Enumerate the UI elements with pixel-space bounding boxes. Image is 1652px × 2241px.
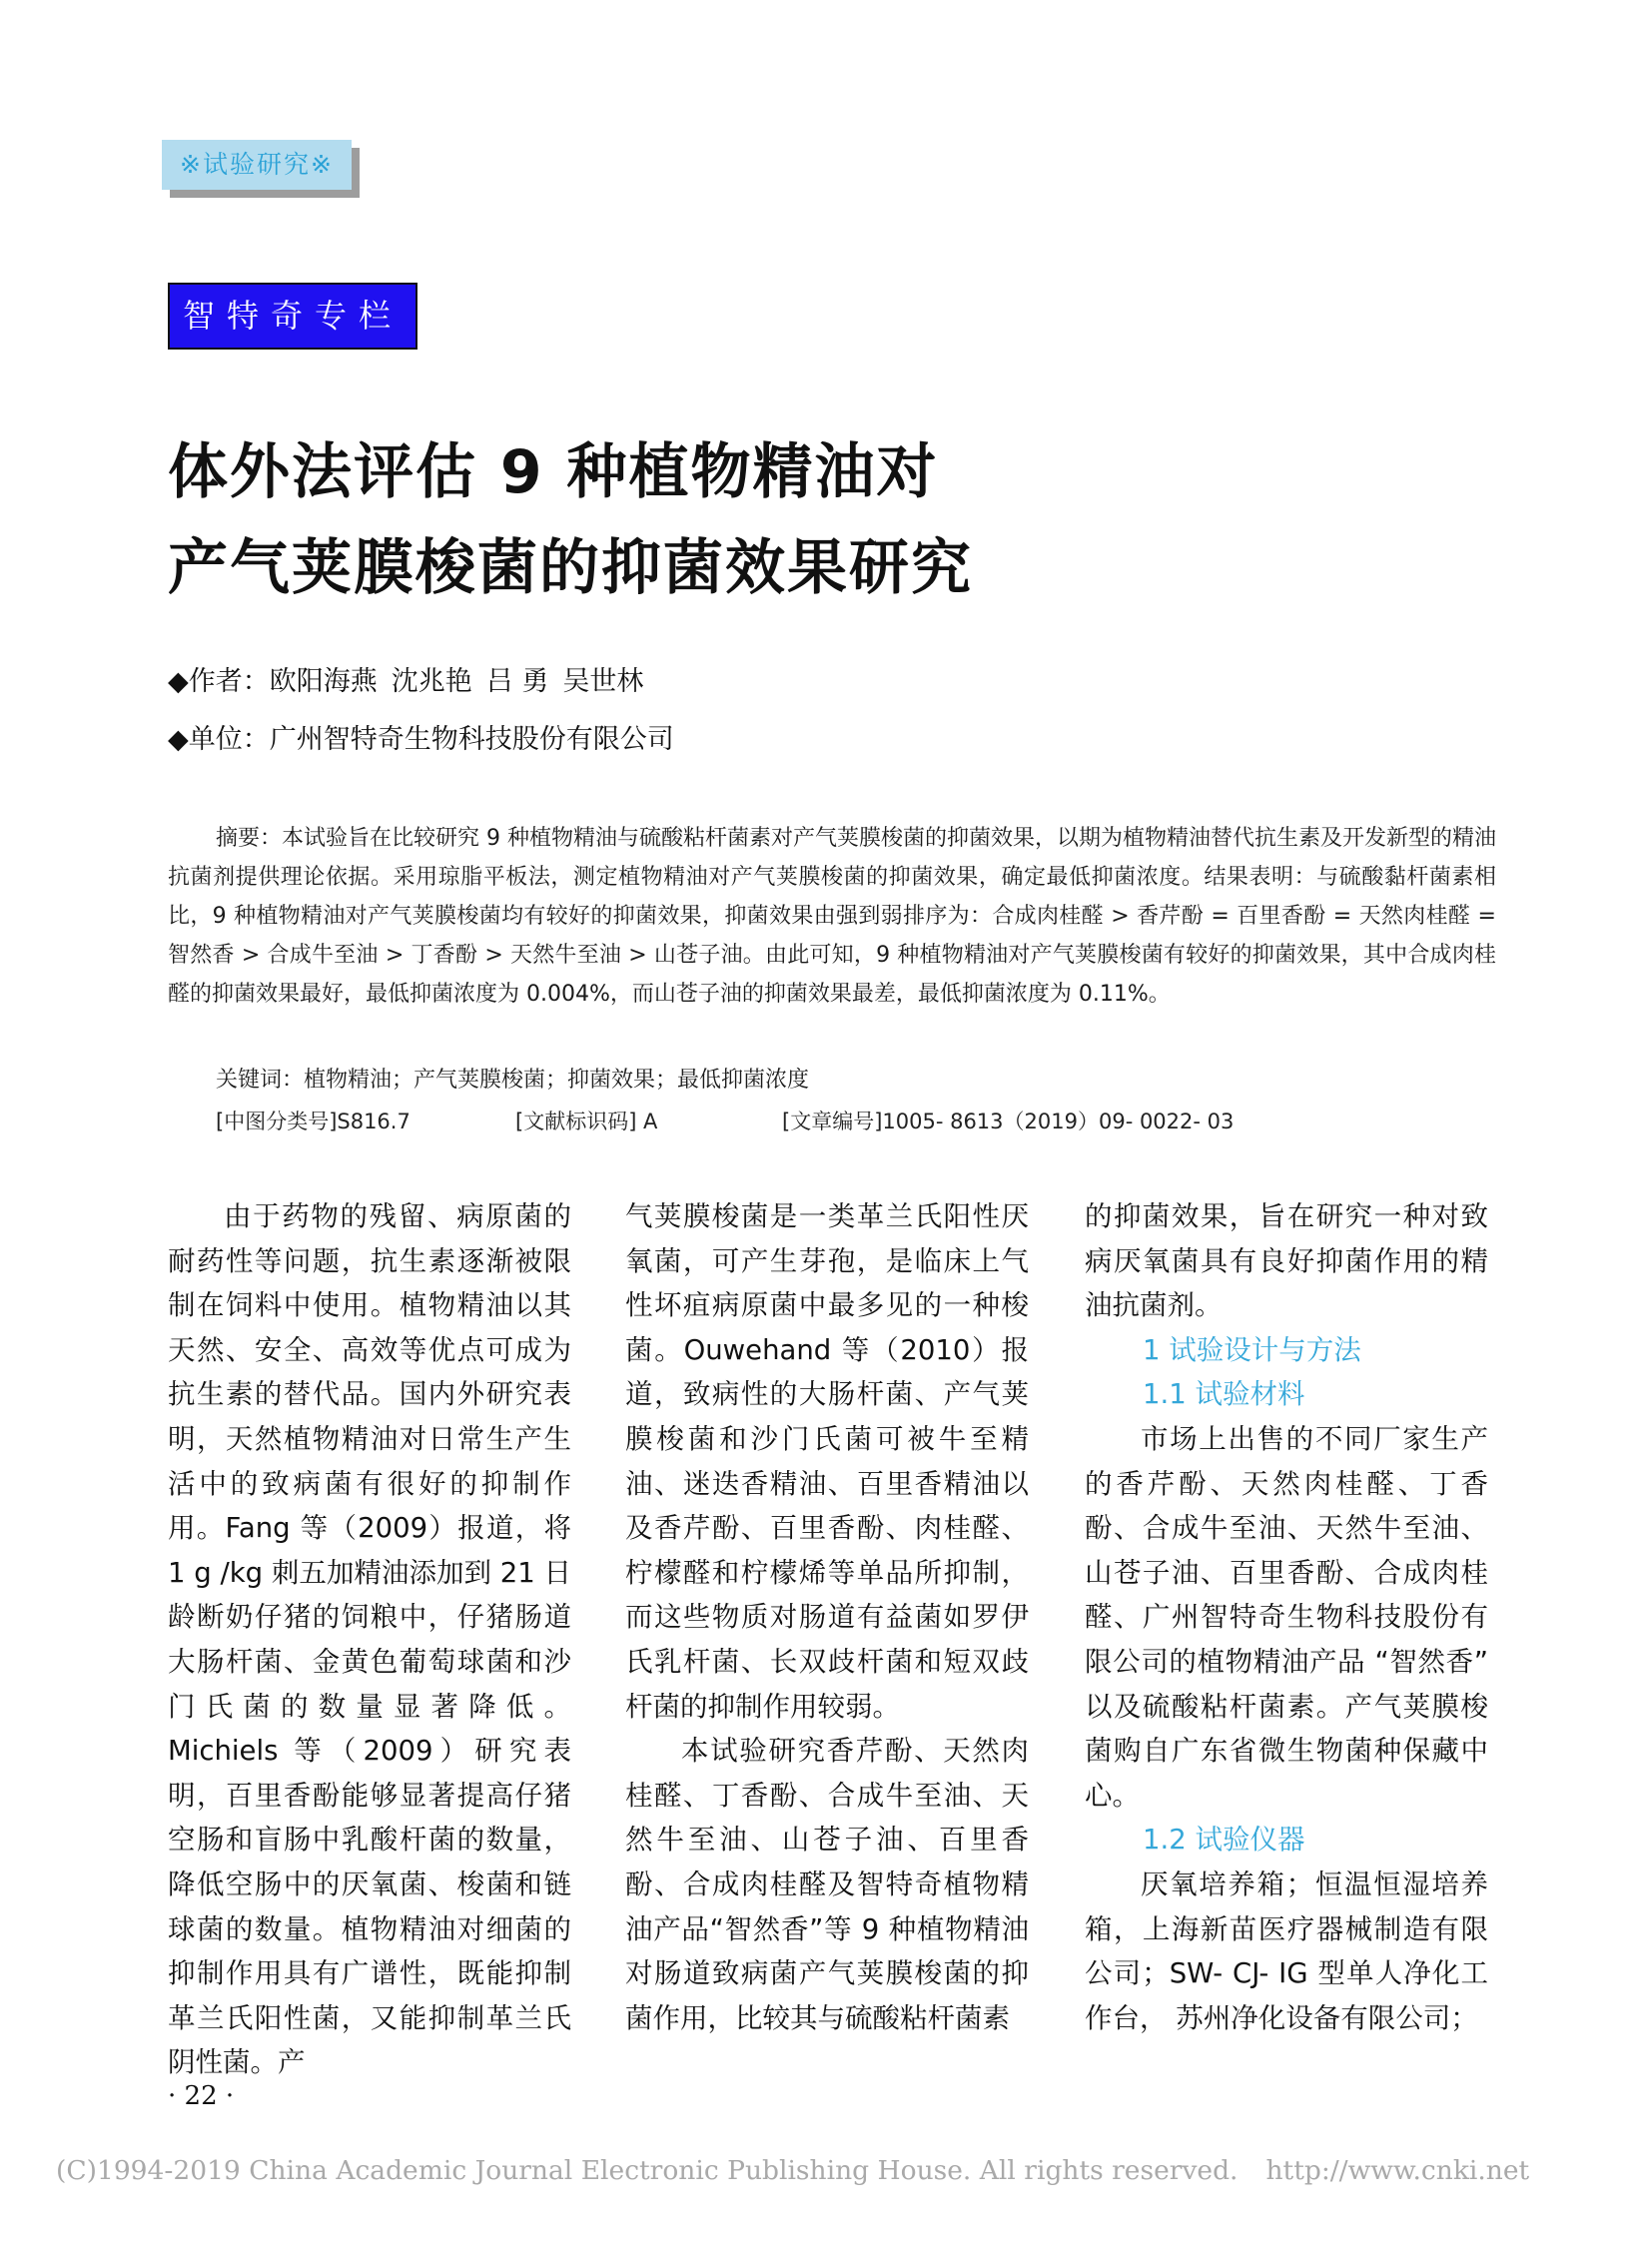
author-name: 吕 勇 xyxy=(485,666,549,697)
paragraph: 本试验研究香芹酚、天然肉桂醛、丁香酚、合成牛至油、天然牛至油、山苍子油、百里香酚、合成肉桂醛及智特奇植物精油产品“智然香”等 9 种植物精油对肠道致病菌产气荚膜梭菌的抑菌作用，比较其与硫酸粘杆菌素 xyxy=(625,1735,1029,2034)
section-heading-1-1: 1.1 试验材料 xyxy=(1143,1378,1305,1411)
author-name: 欧阳海燕 xyxy=(269,666,378,697)
abstract: 摘要：本试验旨在比较研究 9 种植物精油与硫酸粘杆菌素对产气荚膜梭菌的抑菌效果，以期为植物精油替代抗生素及开发新型的精油抗菌剂提供理论依据。采用琼脂平板法，测定植物精油对产气荚膜梭菌的抑菌效果，确定最低抑菌浓度。结果表明：与硫酸黏杆菌素相比，9 种植物精油对产气荚膜梭菌均有较好的抑菌效果，抑菌效果由强到弱排序为：合成肉桂醛 > 香芹酚 = 百里香酚 = 天然肉桂醛 = 智然香 > 合成牛至油 > 丁香酚 > 天然牛至油 > 山苍子油。由此可知，9 种植物精油对产气荚膜梭菌有较好的抑菌效果，其中合成肉桂醛的抑菌效果最好，最低抑菌浓度为 0.004%，而山苍子油的抑菌效果最差，最低抑菌浓度为 0.11%。 xyxy=(168,826,1496,1007)
body-column-3 xyxy=(1085,1194,1488,2040)
unit-line xyxy=(168,717,674,756)
column-tag: 智特奇专栏 xyxy=(168,283,417,350)
title-line-1: 体外法评估 9 种植物精油对 xyxy=(168,437,939,507)
article-title xyxy=(168,424,1516,616)
body-column-2 xyxy=(625,1194,1029,2040)
author-name: 吴世林 xyxy=(562,666,644,697)
unit-value: 广州智特奇生物科技股份有限公司 xyxy=(269,724,674,755)
section-tag: ※试验研究※ xyxy=(162,140,352,190)
paragraph: 由于药物的残留、病原菌的耐药性等问题，抗生素逐渐被限制在饲料中使用。植物精油以其天然、安全、高效等优点可成为抗生素的替代品。国内外研究表明，天然植物精油对日常生产生活中的致病菌有很好的抑制作用。Fang 等（2009）报道，将 1 g /kg 刺五加精油添加到 21 日龄断奶仔猪的饲粮中，仔猪肠道大肠杆菌、金黄色葡萄球菌和沙门氏菌的数量显著降低。Michiels 等（2009）研究表明，百里香酚能够显著提高仔猪空肠和盲肠中乳酸杆菌的数量，降低空肠中的厌氧菌、梭菌和链球菌的数量。植物精油对细菌的抑制作用具有广谱性，既能抑制革兰氏阳性菌，又能抑制革兰氏阴性菌。产 xyxy=(168,1200,571,2079)
title-line-2: 产气荚膜梭菌的抑菌效果研究 xyxy=(168,533,973,603)
author-names xyxy=(270,666,658,697)
copyright-footer xyxy=(56,2155,1614,2186)
authors-line xyxy=(168,659,657,698)
section-heading-1-2: 1.2 试验仪器 xyxy=(1143,1824,1305,1857)
section-heading-1: 1 试验设计与方法 xyxy=(1143,1333,1361,1366)
paragraph: 厌氧培养箱；恒温恒湿培养箱，上海新苗医疗器械制造有限公司；SW- CJ- IG 型单人净化工作台， 苏州净化设备有限公司； xyxy=(1085,1868,1488,2034)
unit-label: ◆单位： xyxy=(168,724,270,755)
author-name: 沈兆艳 xyxy=(391,666,472,697)
publisher-link[interactable]: http://www.cnki.net xyxy=(1265,2155,1530,2186)
paragraph: 的抑菌效果，旨在研究一种对致病厌氧菌具有良好抑菌作用的精油抗菌剂。 xyxy=(1085,1200,1488,1322)
paragraph: 气荚膜梭菌是一类革兰氏阳性厌氧菌，可产生芽孢，是临床上气性坏疽病原菌中最多见的一种梭菌。Ouwehand 等（2010）报道，致病性的大肠杆菌、产气荚膜梭菌和沙门氏菌可被牛至精油、迷迭香精油、百里香精油以及香芹酚、百里香酚、肉桂醛、柠檬醛和柠檬烯等单品所抑制，而这些物质对肠道有益菌如罗伊氏乳杆菌、长双歧杆菌和短双歧杆菌的抑制作用较弱。 xyxy=(625,1200,1029,1723)
keywords: 关键词：植物精油；产气荚膜梭菌；抑菌效果；最低抑菌浓度 xyxy=(216,1068,810,1093)
article-number: [文章编号]1005- 8613（2019）09- 0022- 03 xyxy=(782,1110,1235,1133)
clc-number: [中图分类号]S816.7 xyxy=(216,1110,411,1133)
page-number: · 22 · xyxy=(168,2081,235,2111)
body-column-1 xyxy=(168,1194,571,2085)
copyright-text: (C)1994-2019 China Academic Journal Electronic Publishing House. All rights reserved. xyxy=(56,2155,1239,2186)
authors-label: ◆作者： xyxy=(168,666,270,697)
document-code: [文献标识码] A xyxy=(515,1110,658,1133)
paragraph: 市场上出售的不同厂家生产的香芹酚、天然肉桂醛、丁香酚、合成牛至油、天然牛至油、山苍子油、百里香酚、合成肉桂醛、广州智特奇生物科技股份有限公司的植物精油产品 “智然香” 以及硫酸粘杆菌素。产气荚膜梭菌购自广东省微生物菌种保藏中心。 xyxy=(1085,1422,1488,1812)
